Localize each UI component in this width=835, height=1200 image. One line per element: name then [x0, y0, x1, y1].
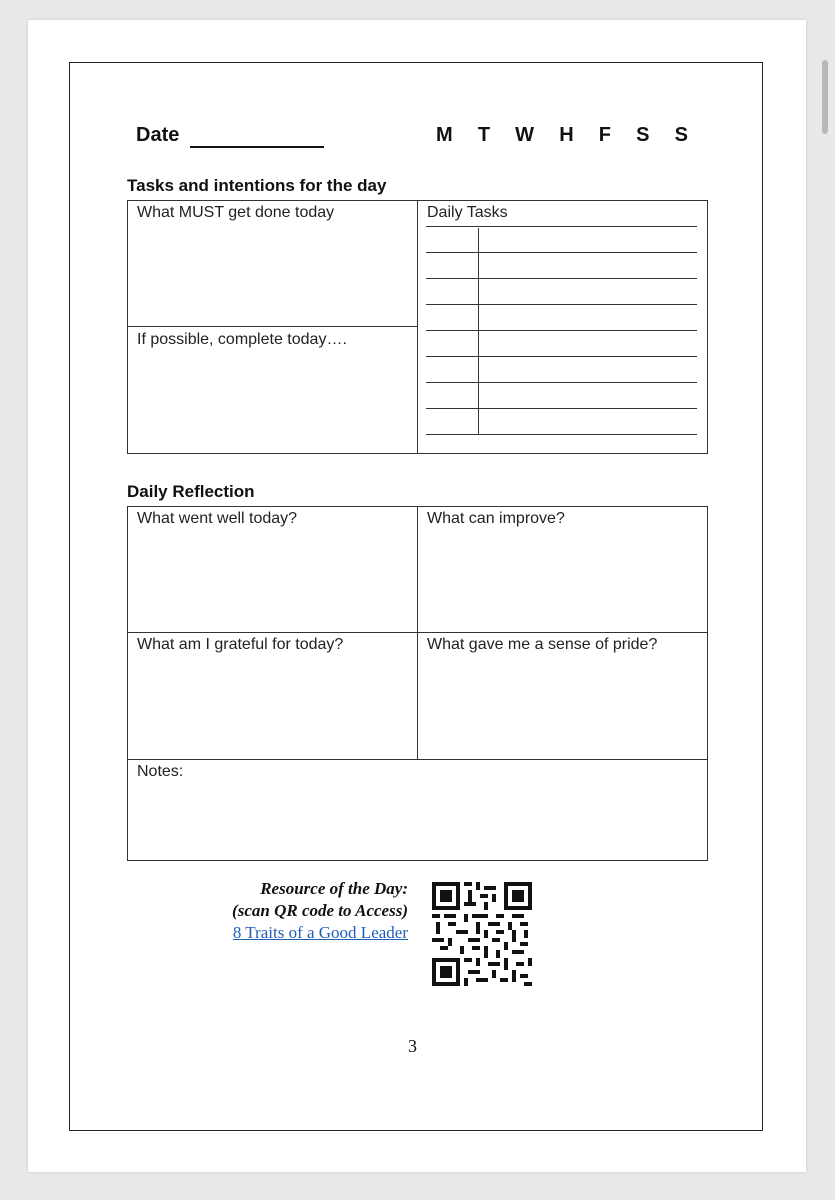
daily-task-line: [426, 330, 697, 331]
daily-task-line: [426, 382, 697, 383]
day-h: H: [559, 124, 574, 146]
notes-label: Notes:: [137, 763, 184, 780]
day-s2: S: [674, 124, 688, 146]
qr-code-icon[interactable]: [432, 882, 532, 986]
document-page: [28, 20, 806, 1172]
daily-task-line: [426, 252, 697, 253]
weekday-row: [436, 124, 688, 147]
day-w: W: [515, 124, 535, 146]
resource-of-the-day: [178, 878, 408, 944]
reflection-notes-divider: [127, 759, 708, 760]
day-t: T: [477, 124, 491, 146]
tasks-section-title: Tasks and intentions for the day: [127, 176, 387, 195]
must-get-done-label: What MUST get done today: [137, 204, 335, 221]
grateful-label: What am I grateful for today?: [137, 636, 344, 653]
if-possible-label: If possible, complete today….: [137, 331, 347, 348]
date-label: Date: [136, 124, 180, 146]
daily-task-line: [426, 278, 697, 279]
tasks-divider: [417, 200, 418, 454]
day-s1: S: [636, 124, 650, 146]
daily-task-line: [426, 356, 697, 357]
day-f: F: [598, 124, 612, 146]
daily-tasks-label: Daily Tasks: [427, 204, 508, 221]
tasks-row-divider: [127, 326, 417, 327]
reflection-row-divider: [127, 632, 708, 633]
date-blank-line: [190, 146, 324, 148]
daily-task-line: [426, 434, 697, 435]
pride-label: What gave me a sense of pride?: [427, 636, 658, 653]
daily-tasks-checkbox-column: [478, 228, 479, 434]
daily-task-line: [426, 226, 697, 227]
page-number: 3: [408, 1036, 417, 1056]
reflection-section-title: Daily Reflection: [127, 482, 255, 501]
daily-task-line: [426, 304, 697, 305]
daily-task-line: [426, 408, 697, 409]
resource-instruction: (scan QR code to Access): [232, 901, 408, 920]
day-m: M: [436, 124, 453, 146]
resource-title: Resource of the Day:: [260, 879, 408, 898]
scrollbar-thumb[interactable]: [822, 60, 828, 134]
can-improve-label: What can improve?: [427, 510, 565, 527]
resource-link[interactable]: 8 Traits of a Good Leader: [232, 923, 408, 942]
went-well-label: What went well today?: [137, 510, 298, 527]
